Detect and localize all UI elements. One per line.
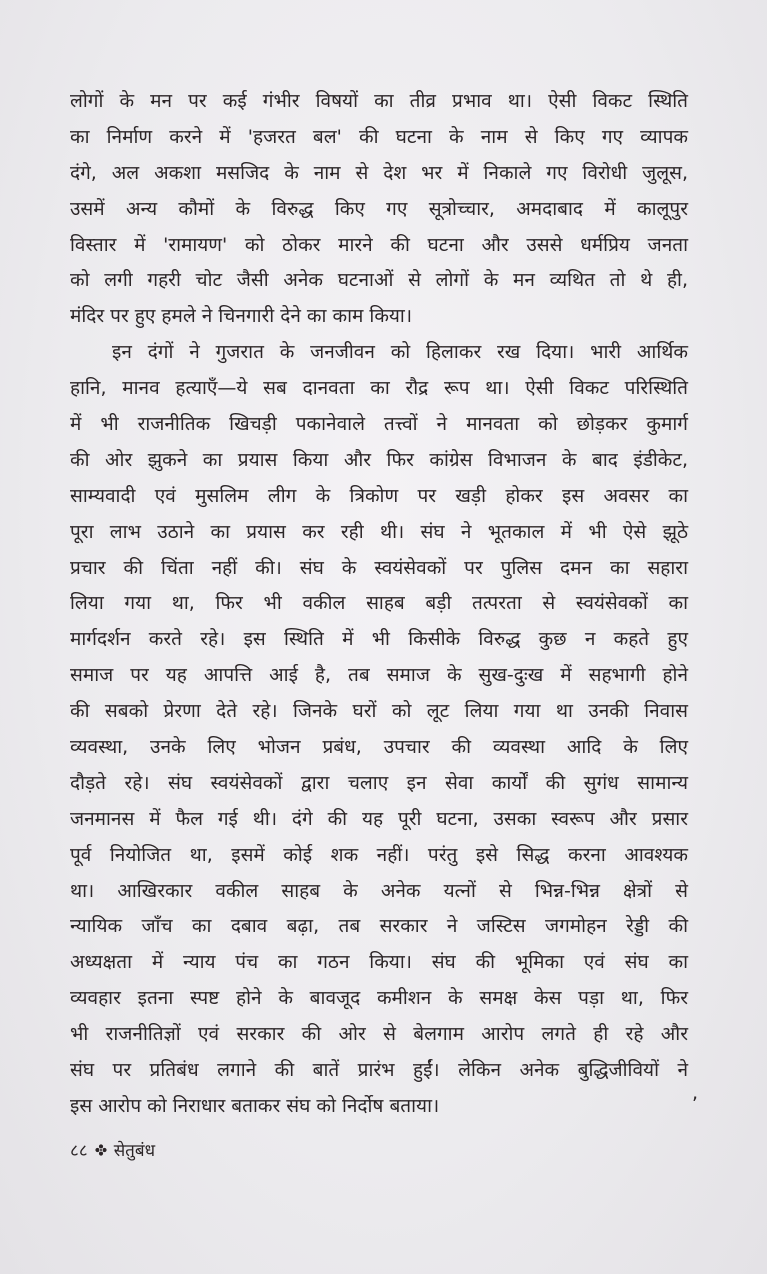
text-line: लोगों के मन पर कई गंभीर विषयों का तीव्र प्रभाव था। ऐसी विकट स्थिति (70, 90, 688, 112)
flower-icon (94, 1143, 108, 1157)
text-line: मार्गदर्शन करते रहे। इस स्थिति में भी किसीके विरुद्ध कुछ न कहते हुए (70, 628, 688, 651)
body-text (70, 84, 688, 1125)
text-line: का निर्माण करने में 'हजरत बल' की घटना के नाम से किए गए व्यापक (70, 125, 688, 148)
page-footer (70, 1138, 155, 1161)
text-line: समाज पर यह आपत्ति आई है, तब समाज के सुख-दुःख में सहभागी होने (70, 664, 688, 687)
text-line: उसमें अन्य कौमों के विरुद्ध किए गए सूत्रोच्चार, अमदाबाद में कालूपुर (70, 197, 688, 220)
text-line: लिया गया था, फिर भी वकील साहब बड़ी तत्परता से स्वयंसेवकों का (70, 592, 688, 615)
text-line: व्यवहार इतना स्पष्ट होने के बावजूद कमीशन के समक्ष केस पड़ा था, फिर (70, 987, 688, 1010)
text-line: को लगी गहरी चोट जैसी अनेक घटनाओं से लोगों के मन व्यथित तो थे ही, (70, 269, 688, 292)
text-line: हानि, मानव हत्याएँ—ये सब दानवता का रौद्र रूप था। ऐसी विकट परिस्थिति (70, 377, 688, 400)
text-line: विस्तार में 'रामायण' को ठोकर मारने की घटना और उससे धर्मप्रिय जनता (70, 233, 688, 256)
text-line: प्रचार की चिंता नहीं की। संघ के स्वयंसेवकों पर पुलिस दमन का सहारा (70, 556, 688, 579)
text-line: संघ पर प्रतिबंध लगाने की बातें प्रारंभ हुईं। लेकिन अनेक बुद्धिजीवियों ने (70, 1059, 688, 1082)
paragraph (70, 84, 688, 335)
paragraph (70, 335, 688, 1125)
text-line: दंगे, अल अकशा मसजिद के नाम से देश भर में निकाले गए विरोधी जुलूस, (70, 161, 688, 184)
text-line: भी राजनीतिज्ञों एवं सरकार की ओर से बेलगाम आरोप लगते ही रहे और (70, 1023, 688, 1046)
book-title: सेतुबंध (113, 1141, 156, 1161)
text-line: की सबको प्रेरणा देते रहे। जिनके घरों को लूट लिया गया था उनकी निवास (70, 700, 688, 723)
page-number: ८८ (70, 1141, 88, 1161)
stray-comma-mark: , (692, 1082, 699, 1104)
text-line: की ओर झुकने का प्रयास किया और फिर कांग्रेस विभाजन के बाद इंडीकेट, (70, 448, 688, 471)
text-line: मंदिर पर हुए हमले ने चिनगारी देने का काम किया। (70, 305, 413, 328)
text-line: में भी राजनीतिक खिचड़ी पकानेवाले तत्त्वों ने मानवता को छोड़कर कुमार्ग (70, 413, 688, 436)
text-line: पूर्व नियोजित था, इसमें कोई शक नहीं। परंतु इसे सिद्ध करना आवश्यक (70, 843, 688, 866)
text-line: इन दंगों ने गुजरात के जनजीवन को हिलाकर रख दिया। भारी आर्थिक (112, 341, 688, 364)
text-line: जनमानस में फैल गई थी। दंगे की यह पूरी घटना, उसका स्वरूप और प्रसार (70, 807, 688, 830)
text-line: न्यायिक जाँच का दबाव बढ़ा, तब सरकार ने जस्टिस जगमोहन रेड्डी की (70, 915, 688, 938)
text-line: साम्यवादी एवं मुसलिम लीग के त्रिकोण पर खड़ी होकर इस अवसर का (70, 484, 688, 507)
text-line: अध्यक्षता में न्याय पंच का गठन किया। संघ की भूमिका एवं संघ का (70, 951, 688, 974)
text-line: व्यवस्था, उनके लिए भोजन प्रबंध, उपचार की व्यवस्था आदि के लिए (70, 736, 688, 759)
text-line: था। आखिरकार वकील साहब के अनेक यत्नों से भिन्न-भिन्न क्षेत्रों से (70, 879, 688, 902)
text-line: इस आरोप को निराधार बताकर संघ को निर्दोष बताया। (70, 1094, 440, 1117)
text-line: पूरा लाभ उठाने का प्रयास कर रही थी। संघ ने भूतकाल में भी ऐसे झूठे (70, 520, 688, 543)
text-line: दौड़ते रहे। संघ स्वयंसेवकों द्वारा चलाए इन सेवा कार्यों की सुगंध सामान्य (70, 771, 688, 794)
